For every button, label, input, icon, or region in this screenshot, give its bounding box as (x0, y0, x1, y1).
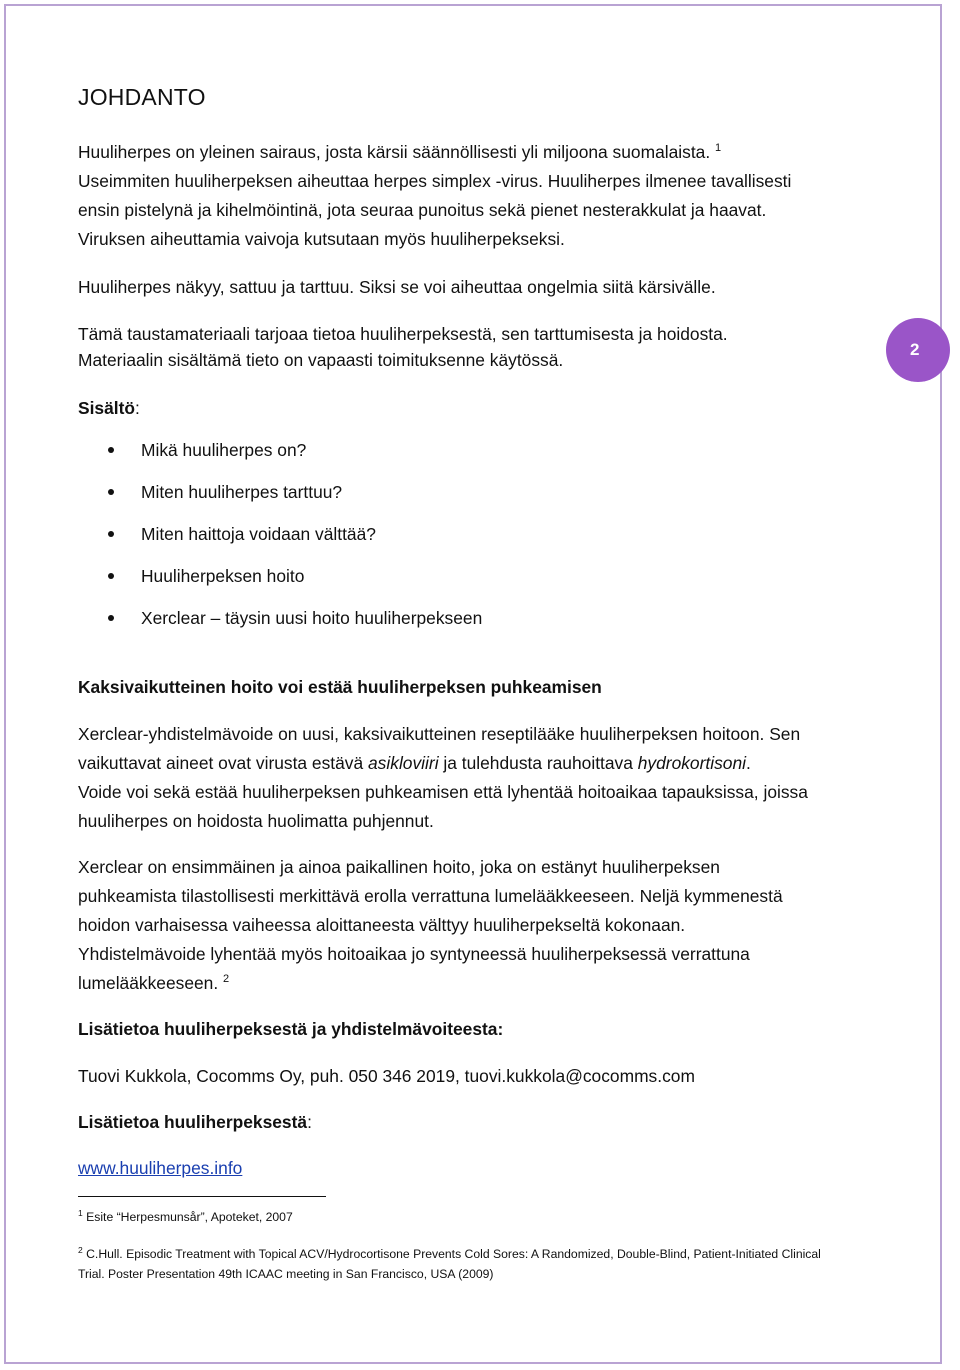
toc-list (108, 436, 482, 646)
contact-heading: Lisätietoa huuliherpeksestä ja yhdistelmävoiteesta: (78, 1019, 504, 1039)
website-link[interactable]: www.huuliherpes.info (78, 1158, 243, 1178)
material-line-1: Tämä taustamateriaali tarjoaa tietoa huuliherpeksestä, sen tarttumisesta ja hoidosta. (78, 324, 728, 344)
info-heading-text: Lisätietoa huuliherpeksestä (78, 1112, 308, 1132)
text-run: . (746, 753, 751, 773)
footnote-1-mark: 1 (78, 1207, 83, 1218)
page-number: 2 (910, 340, 920, 359)
bullet-icon (108, 531, 114, 537)
toc-item-text: Miten huuliherpes tarttuu? (141, 482, 343, 502)
toc-item-text: Mikä huuliherpes on? (141, 440, 307, 460)
drug-name-hydrocortisone: hydrokortisoni (637, 753, 746, 773)
bullet-icon (108, 573, 114, 579)
list-item (108, 520, 482, 562)
section-p2-line-3: hoidon varhaisessa vaiheessa aloittaneesta välttyy huuliherpekseltä kokonaan. (78, 915, 686, 935)
footnote-ref-1: 1 (715, 142, 722, 155)
list-item (108, 478, 482, 520)
info-heading (78, 1108, 312, 1137)
intro-line-3: ensin pistelynä ja kihelmöintinä, jota seuraa punoitus sekä pienet nesterakkulat ja haavat. (78, 200, 767, 220)
toc-item-text: Miten haittoja voidaan välttää? (141, 524, 376, 544)
material-line-2: Materiaalin sisältämä tieto on vapaasti toimituksenne käytössä. (78, 350, 564, 370)
website-line (78, 1154, 242, 1183)
page-number-badge (886, 318, 950, 382)
toc-heading-colon: : (135, 398, 140, 418)
intro-line-1 (78, 138, 721, 167)
section-p1-line-4: huuliherpes on hoidosta huolimatta puhjennut. (78, 811, 434, 831)
section-p1-line-2 (78, 749, 751, 778)
section-p2-line-2: puhkeamista tilastollisesti merkittävä erolla verrattuna lumelääkkeeseen. Neljä kymmenestä (78, 886, 783, 906)
toc-item-text: Xerclear – täysin uusi hoito huuliherpekseen (141, 608, 483, 628)
list-item (108, 562, 482, 604)
text-run: ja tulehdusta rauhoittava (438, 753, 638, 773)
footnote-divider (78, 1196, 326, 1197)
bullet-icon (108, 615, 114, 621)
page-title: JOHDANTO (78, 84, 206, 110)
toc-item-text: Huuliherpeksen hoito (141, 566, 305, 586)
info-heading-colon: : (307, 1112, 312, 1132)
footnote-ref-2: 2 (223, 973, 230, 986)
intro-text-1: Huuliherpes on yleinen sairaus, josta kärsii säännöllisesti yli miljoona suomalaista. (78, 142, 711, 162)
intro-line-4: Viruksen aiheuttamia vaivoja kutsutaan myös huuliherpekseksi. (78, 229, 565, 249)
section-p1-line-3: Voide voi sekä estää huuliherpeksen puhkeamisen että lyhentää hoitoaikaa tapauksissa, joissa (78, 782, 808, 802)
list-item (108, 604, 482, 646)
toc-heading-text: Sisältö (78, 398, 136, 418)
footnote-2-text: C.Hull. Episodic Treatment with Topical ACV/Hydrocortisone Prevents Cold Sores: A Randomized, Double-Blind, Patient-Initiated Clinical (86, 1247, 821, 1261)
section-p2-line-4: Yhdistelmävoide lyhentää myös hoitoaikaa jo syntyneessä huuliherpeksessä verrattuna (78, 944, 750, 964)
text-run: lumelääkkeeseen. (78, 973, 219, 993)
footnote-1 (78, 1207, 293, 1228)
section-p2-line-1: Xerclear on ensimmäinen ja ainoa paikallinen hoito, joka on estänyt huuliherpeksen (78, 857, 720, 877)
drug-name-aciclovir: asikloviiri (368, 753, 439, 773)
bullet-icon (108, 447, 114, 453)
footnote-1-text: Esite “Herpesmunsår”, Apoteket, 2007 (86, 1210, 293, 1224)
text-run: vaikuttavat aineet ovat virusta estävä (78, 753, 369, 773)
tagline: Huuliherpes näkyy, sattuu ja tarttuu. Siksi se voi aiheuttaa ongelmia siitä kärsivälle. (78, 277, 716, 297)
section-p2-line-5 (78, 969, 229, 998)
bullet-icon (108, 489, 114, 495)
intro-line-2: Useimmiten huuliherpeksen aiheuttaa herpes simplex -virus. Huuliherpes ilmenee tavallisesti (78, 171, 792, 191)
toc-heading (78, 394, 140, 423)
footnote-2-line-1 (78, 1244, 821, 1265)
footnote-2-mark: 2 (78, 1244, 83, 1255)
section-heading: Kaksivaikutteinen hoito voi estää huuliherpeksen puhkeamisen (78, 677, 602, 697)
contact-line: Tuovi Kukkola, Cocomms Oy, puh. 050 346 2019, tuovi.kukkola@cocomms.com (78, 1066, 695, 1086)
list-item (108, 436, 482, 478)
footnote-2-line-2: Trial. Poster Presentation 49th ICAAC meeting in San Francisco, USA (2009) (78, 1267, 494, 1281)
section-p1-line-1: Xerclear-yhdistelmävoide on uusi, kaksivaikutteinen reseptilääke huuliherpeksen hoitoon. Sen (78, 724, 801, 744)
